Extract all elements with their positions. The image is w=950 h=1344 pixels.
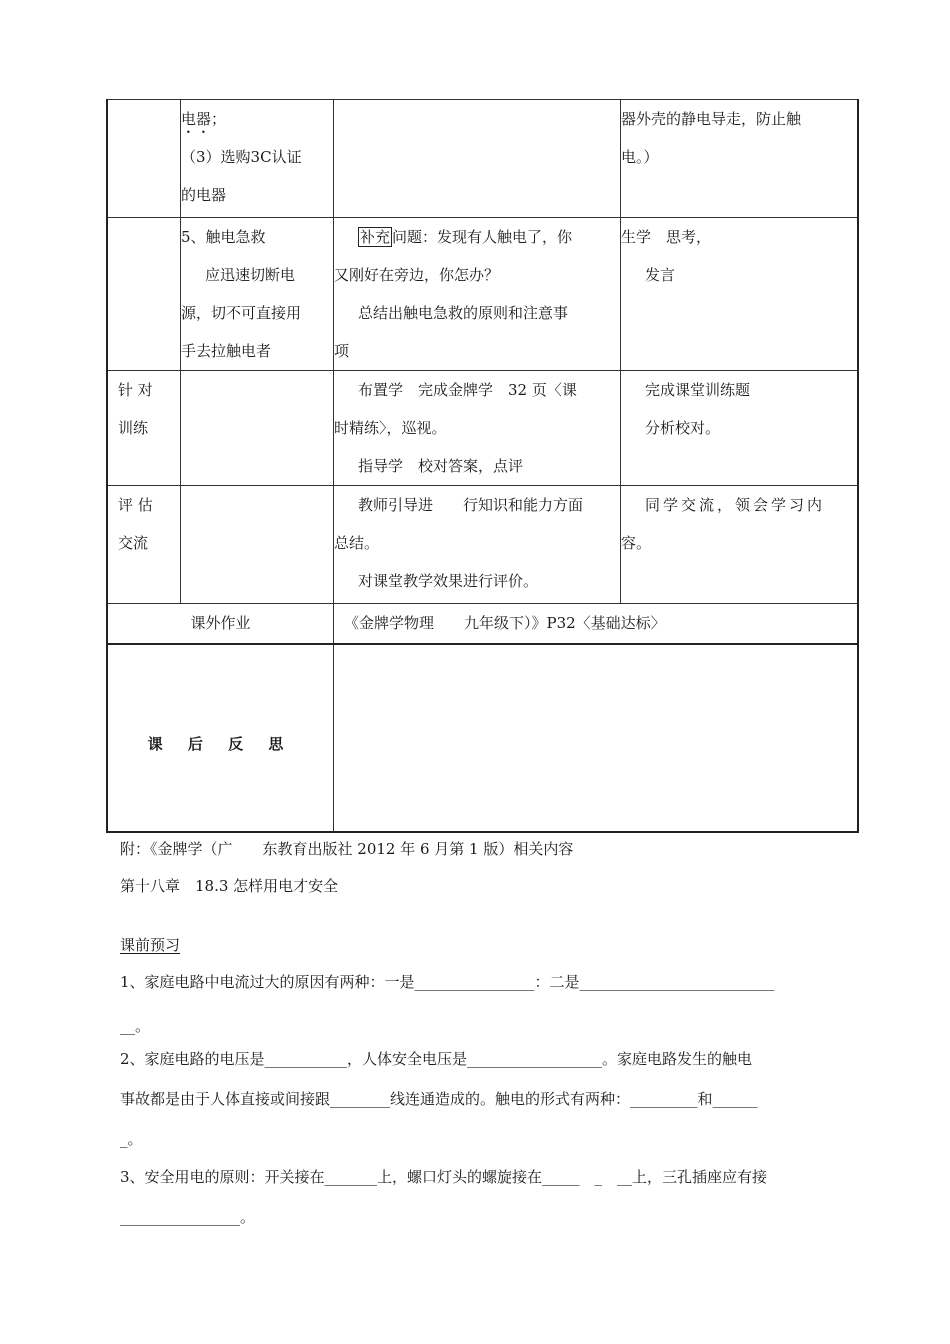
- question-2-line-1: 2、家庭电路的电压是___________，人体安全电压是__________________。家庭电路发生的触电: [120, 1050, 753, 1068]
- row2-col1: [107, 218, 181, 371]
- section-heading: 课前预习: [120, 936, 181, 954]
- row2-col2: 5、触电急救 应迅速切断电 源，切不可直接用 手去拉触电者: [181, 218, 334, 371]
- supplement-box: 补充: [360, 228, 391, 246]
- table-row: [107, 486, 858, 604]
- chapter-title: 第十八章 18.3 怎样用电才安全: [120, 877, 339, 895]
- homework-label-cell: 课外作业: [107, 604, 334, 644]
- question-3-line-1: 3、安全用电的原则：开关接在_______上，螺口灯头的螺旋接在_____ _ __上，三孔插座应有接: [120, 1168, 768, 1186]
- row4-col3: 教师引导进 行知识和能力方面 总结。 对课堂教学效果进行评价。: [334, 486, 621, 604]
- question-3-line-2: ________________。: [120, 1208, 256, 1226]
- appendix-source-line: 附：《金牌学（广 东教育出版社 2012 年 6 月第 1 版）相关内容: [120, 840, 574, 858]
- row4-col2: [181, 486, 334, 604]
- reflection-label-cell: 课 后 反 思: [107, 644, 334, 832]
- table-row: [107, 218, 858, 371]
- question-1-line-2: __。: [120, 1017, 151, 1035]
- question-2-line-3: _。: [120, 1130, 143, 1148]
- row2-col4: 生学 思考， 发言: [621, 218, 859, 371]
- table-row: [107, 371, 858, 486]
- row2-col3: 补充 问题：发现有人触电了，你 又刚好在旁边，你怎办？ 总结出触电急救的原则和注意事 项: [334, 218, 621, 371]
- lesson-plan-table: [106, 99, 859, 833]
- row1-col2: 电器； （3）选购3C认证 的电器: [181, 100, 334, 218]
- row1-col3: [334, 100, 621, 218]
- question-1-line-1: 1、家庭电路中电流过大的原因有两种：一是________________：二是__________________________: [120, 973, 775, 991]
- row3-col2: [181, 371, 334, 486]
- question-2-line-2: 事故都是由于人体直接或间接跟________线连通造成的。触电的形式有两种：_________和______: [120, 1090, 758, 1108]
- row1-col1: [107, 100, 181, 218]
- row3-col1: 针 对 训练: [107, 371, 181, 486]
- table-row: [107, 644, 858, 832]
- table-row: [107, 100, 858, 218]
- table-row: [107, 604, 858, 644]
- homework-content-cell: 《金牌学物理 九年级下）》P32〈基础达标〉: [334, 604, 859, 644]
- row4-col4: 同学交流，领会学习内 容。: [621, 486, 859, 604]
- row1-col4: 器外壳的静电导走，防止触 电。）: [621, 100, 859, 218]
- row3-col4: 完成课堂训练题 分析校对。: [621, 371, 859, 486]
- row4-col1: 评 估 交流: [107, 486, 181, 604]
- reflection-content-cell: [334, 644, 859, 832]
- row3-col3: 布置学 完成金牌学 32 页〈课 时精练〉，巡视。 指导学 校对答案，点评: [334, 371, 621, 486]
